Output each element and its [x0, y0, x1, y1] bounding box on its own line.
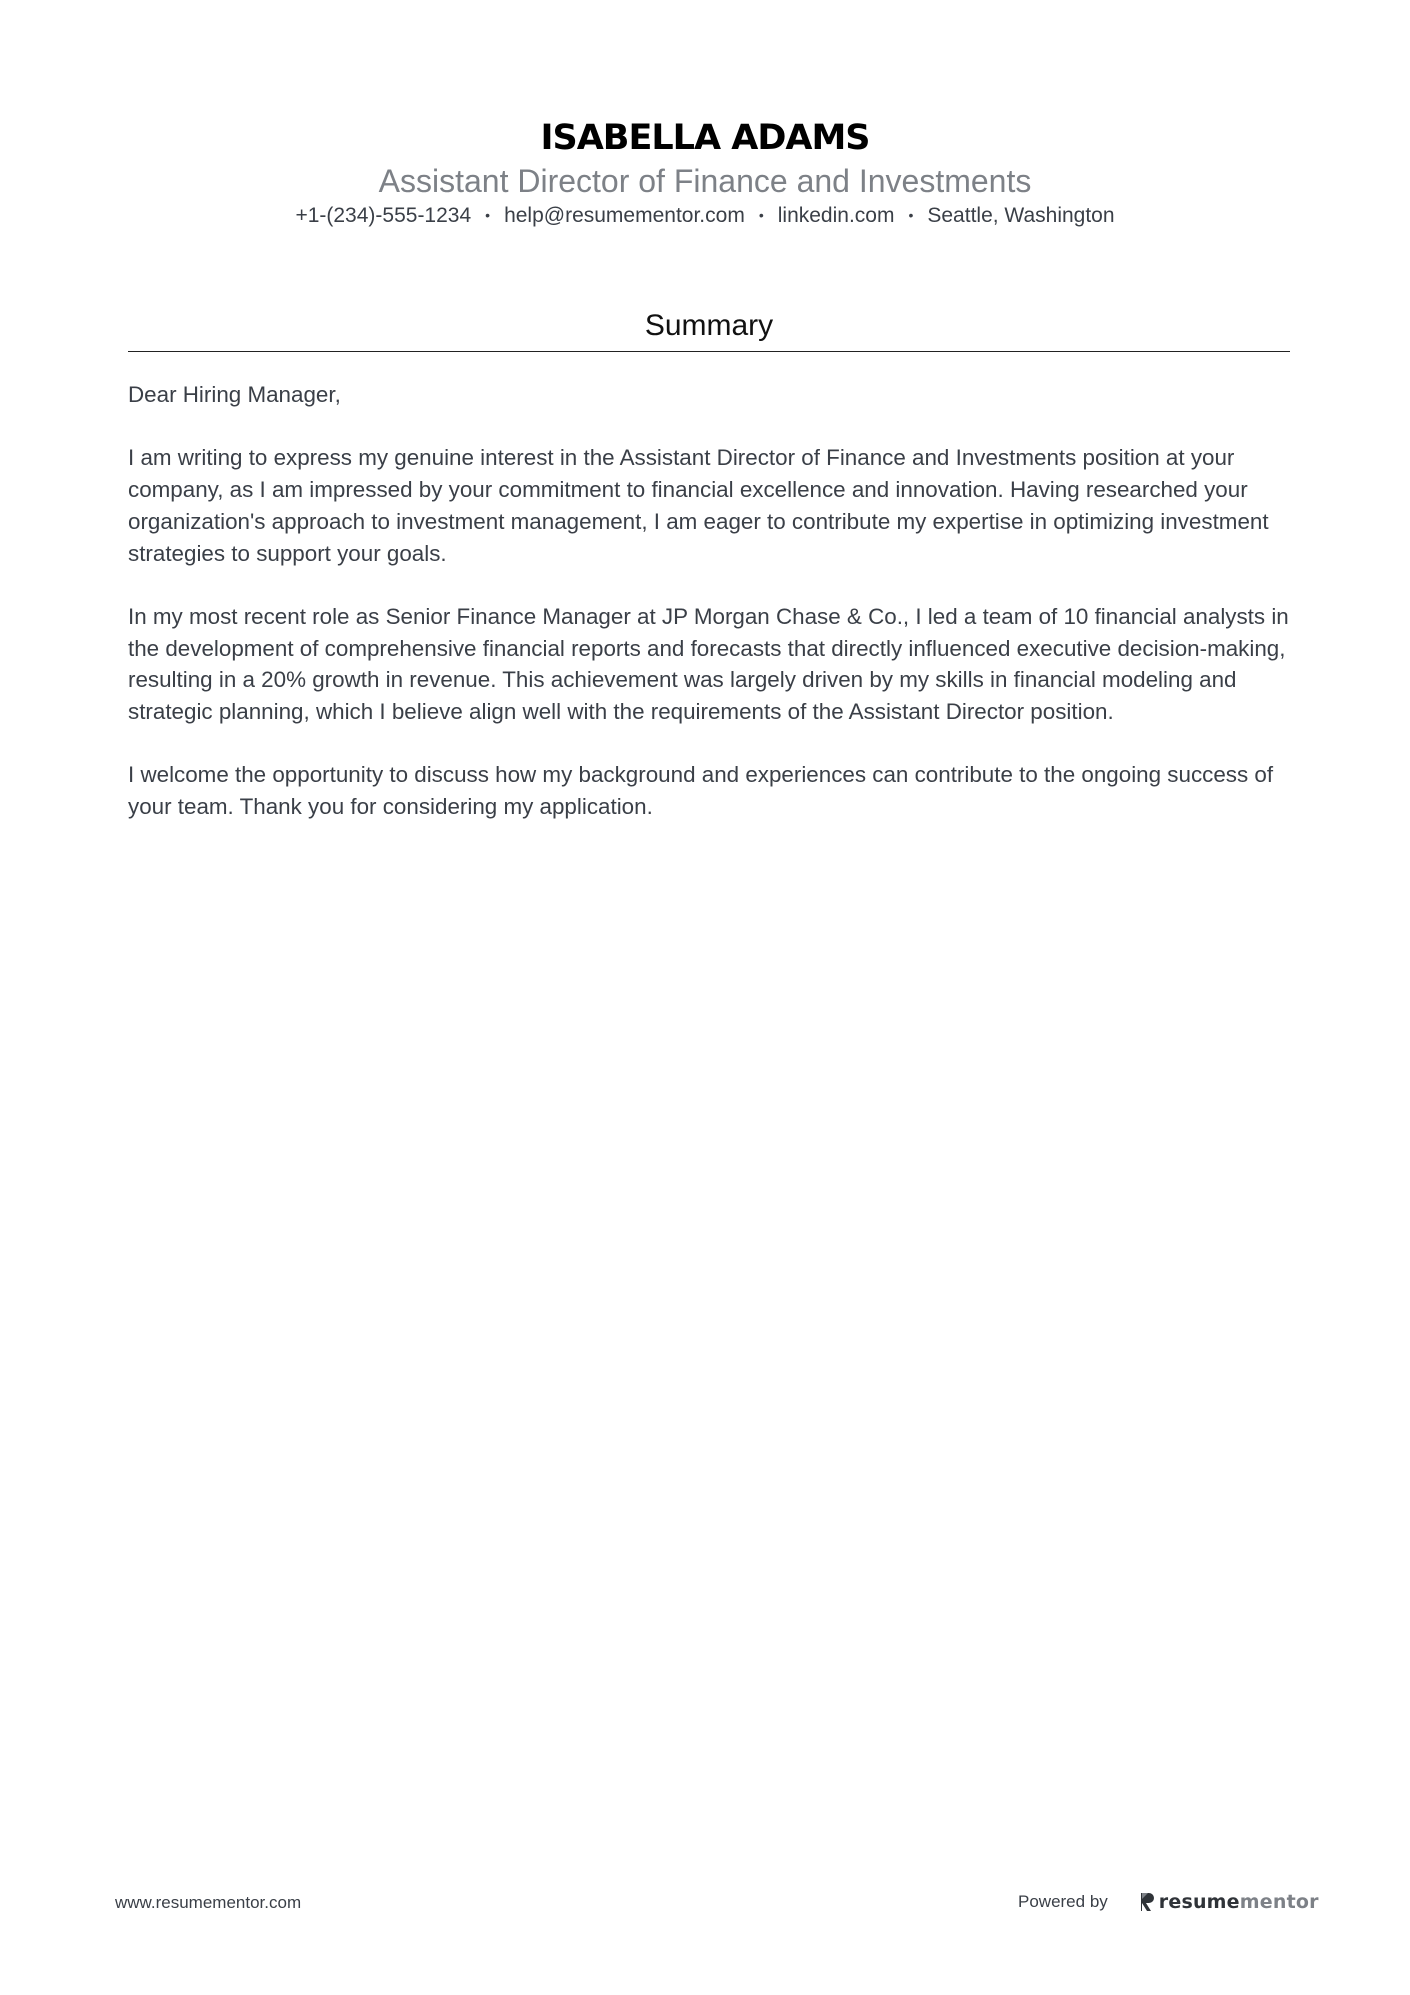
header	[0, 108, 1410, 231]
logo-text-mentor: mentor	[1239, 1891, 1319, 1913]
letter-paragraph: I welcome the opportunity to discuss how my background and experiences can contribute to the ongoing success of your team. Thank you for considering my application.	[128, 762, 1274, 820]
contact-location: Seattle, Washington	[927, 204, 1115, 227]
logo-wordmark	[1159, 1891, 1319, 1913]
section-divider	[128, 351, 1290, 352]
section-title-summary: Summary	[644, 309, 774, 342]
separator-dot: •	[485, 207, 491, 223]
contact-line	[0, 200, 1410, 231]
footer-powered-by	[1018, 1889, 1319, 1915]
letter-paragraph: I am writing to express my genuine interest in the Assistant Director of Finance and Investments position at your company, as I am impressed by your commitment to financial excellence and innovation. Having researched your organization's approach to investment management, I am eager to contribute my expertise in optimizing investment strategies to support your goals.	[128, 445, 1269, 566]
contact-email: help@resumementor.com	[504, 204, 745, 227]
logo-text-resume: resume	[1158, 1891, 1240, 1913]
letter-body	[128, 379, 1293, 854]
separator-dot: •	[758, 207, 764, 223]
resumementor-logo-icon	[1138, 1891, 1156, 1913]
separator-dot: •	[908, 207, 914, 223]
contact-phone: +1-(234)-555-1234	[295, 204, 472, 227]
resumementor-logo[interactable]	[1138, 1891, 1319, 1913]
footer-website-link[interactable]: www.resumementor.com	[115, 1893, 302, 1912]
contact-linkedin: linkedin.com	[777, 204, 895, 227]
job-title: Assistant Director of Finance and Investments	[378, 163, 1032, 199]
letter-greeting: Dear Hiring Manager,	[128, 382, 341, 407]
candidate-name: ISABELLA ADAMS	[540, 118, 870, 158]
letter-paragraph: In my most recent role as Senior Finance Manager at JP Morgan Chase & Co., I led a team of 10 financial analysts in the development of comprehensive financial reports and forecasts that directly influenced executive decision-making, resulting in a 20% growth in revenue. This achievement was largely driven by my skills in financial modeling and strategic planning, which I believe align well with the requirements of the Assistant Director position.	[128, 603, 1289, 724]
powered-by-label: Powered by	[1018, 1892, 1108, 1911]
